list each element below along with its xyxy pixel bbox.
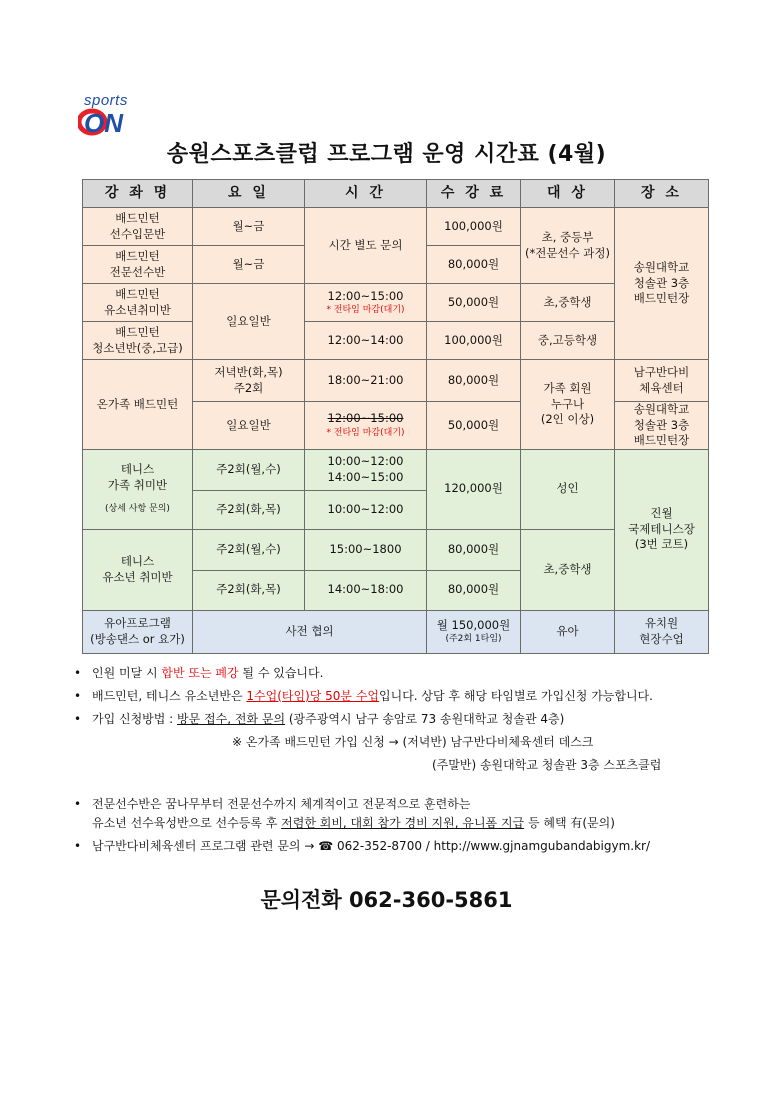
note-text: 등 혜택 有(문의) [524, 816, 615, 830]
course-name: 배드민턴 청소년반(중,고급) [83, 322, 193, 360]
course-time: 15:00~1800 [305, 529, 427, 570]
course-day: 월~금 [193, 208, 305, 246]
course-name: 온가족 배드민턴 [83, 360, 193, 450]
course-fee: 100,000원 [427, 208, 521, 246]
note-text: 배드민턴, 테니스 유소년반은 [92, 689, 247, 703]
course-time-cell [305, 402, 427, 450]
note-text: 유소년 선수육성반으로 선수등록 후 [92, 816, 282, 830]
course-fee: 80,000원 [427, 570, 521, 610]
note-sub [74, 812, 714, 835]
note-text: 가입 신청방법 : [92, 712, 178, 726]
course-day: 주2회(월,수) [193, 529, 305, 570]
closed-note: * 전타임 마감(대기) [326, 305, 405, 316]
course-time: 18:00~21:00 [305, 360, 427, 402]
course-target: 초,중학생 [521, 284, 615, 322]
note-text: 전문선수반은 꿈나무부터 전문선수까지 체계적이고 전문적으로 훈련하는 [92, 797, 471, 811]
bullet: • [74, 666, 82, 680]
course-target: 가족 회원 누구나 (2인 이상) [521, 360, 615, 450]
contact-phone: 문의전화 062-360-5861 [260, 888, 513, 912]
course-target: 유아 [521, 610, 615, 653]
course-time: 12:00~15:00 [327, 411, 404, 426]
note-sub: (주말반) 송원대학교 청솔관 3층 스포츠클럽 [432, 758, 662, 772]
course-name: 배드민턴 전문선수반 [83, 246, 193, 284]
course-name: 유아프로그램 (방송댄스 or 요가) [83, 610, 193, 653]
course-target: 성인 [521, 449, 615, 529]
course-day: 월~금 [193, 246, 305, 284]
course-name: 배드민턴 유소년취미반 [83, 284, 193, 322]
course-place: 송원대학교 청솔관 3층 배드민턴장 [615, 208, 709, 360]
table-row [83, 449, 709, 490]
note-item [74, 708, 714, 731]
course-name: 배드민턴 선수입문반 [83, 208, 193, 246]
note-item [74, 662, 714, 685]
course-fee: 80,000원 [427, 360, 521, 402]
table-row [83, 208, 709, 246]
logo-on-mark [78, 108, 148, 136]
website-link[interactable]: http://www.gjnamgubandabigym.kr/ [433, 839, 651, 853]
course-place: 진월 국제테니스장 (3번 코트) [615, 449, 709, 610]
logo-sports-text: sports [84, 92, 128, 109]
note-text: 인원 미달 시 [92, 666, 162, 680]
header-target: 대 상 [521, 180, 615, 208]
note-sub: ※ 온가족 배드민턴 가입 신청 → (저녁반) 남구반다비체육센터 데스크 [232, 735, 594, 749]
schedule-table [82, 179, 709, 654]
note-highlight: 합반 또는 폐강 [161, 666, 239, 680]
course-day: 주2회(월,수) [193, 449, 305, 490]
note-text: (광주광역시 남구 송암로 73 송원대학교 청솔관 4층) [285, 712, 565, 726]
course-target: 초, 중등부 (*전문선수 과정) [521, 208, 615, 284]
bullet: • [74, 797, 82, 811]
table-row [83, 360, 709, 402]
course-target: 초,중학생 [521, 529, 615, 610]
course-target: 중,고등학생 [521, 322, 615, 360]
header-row [83, 180, 709, 208]
note-text: 입니다. 상담 후 해당 타임별로 가입신청 가능합니다. [379, 689, 653, 703]
course-time: 10:00~12:00 [305, 490, 427, 529]
notes-section [74, 662, 714, 858]
note-item [74, 685, 714, 708]
course-time: 12:00~14:00 [305, 322, 427, 360]
note-highlight: 1수업(타임)당 50분 수업 [246, 689, 380, 703]
note-text: 될 수 있습니다. [238, 666, 324, 680]
course-day: 주2회(화,목) [193, 490, 305, 529]
course-name-note: (상세 사항 문의) [105, 504, 170, 515]
course-place: 유치원 현장수업 [615, 610, 709, 653]
course-fee: 120,000원 [427, 449, 521, 529]
course-day: 주2회(화,목) [193, 570, 305, 610]
course-fee: 80,000원 [427, 529, 521, 570]
page-title: 송원스포츠클럽 프로그램 운영 시간표 (4월) [166, 142, 607, 167]
sports-on-logo [78, 92, 158, 138]
course-fee-note: (주2회 1타임) [445, 634, 502, 645]
course-name-cell [83, 449, 193, 529]
course-fee-cell [427, 610, 521, 653]
course-day: 일요일반 [193, 402, 305, 450]
course-time: 사전 협의 [193, 610, 427, 653]
note-item [74, 835, 714, 858]
course-fee: 100,000원 [427, 322, 521, 360]
note-text: 남구반다비체육센터 프로그램 관련 문의 → ☎ 062-352-8700 / [92, 839, 434, 853]
course-time: 시간 별도 문의 [305, 208, 427, 284]
header-place: 장 소 [615, 180, 709, 208]
course-place: 송원대학교 청솔관 3층 배드민턴장 [615, 402, 709, 450]
closed-note: * 전타임 마감(대기) [326, 427, 405, 438]
header-course: 강 좌 명 [83, 180, 193, 208]
course-time-cell [305, 284, 427, 322]
course-name: 테니스 유소년 취미반 [83, 529, 193, 610]
bullet: • [74, 839, 82, 853]
header-time: 시 간 [305, 180, 427, 208]
course-fee: 50,000원 [427, 284, 521, 322]
note-underline: 방문 접수, 전화 문의 [177, 712, 286, 726]
table-row [83, 610, 709, 653]
bullet: • [74, 689, 82, 703]
course-day: 저녁반(화,목) 주2회 [193, 360, 305, 402]
note-underline: 저렴한 회비, 대회 참가 경비 지원, 유니폼 지급 [281, 816, 525, 830]
logo-on-text: ON [84, 108, 123, 136]
course-fee: 50,000원 [427, 402, 521, 450]
bullet: • [74, 712, 82, 726]
course-time: 10:00~12:00 14:00~15:00 [305, 449, 427, 490]
course-time: 14:00~18:00 [305, 570, 427, 610]
course-day: 일요일반 [193, 284, 305, 360]
course-place: 남구반다비 체육센터 [615, 360, 709, 402]
course-name: 테니스 가족 취미반 [107, 462, 168, 492]
course-fee: 월 150,000원 [436, 617, 511, 632]
header-day: 요 일 [193, 180, 305, 208]
course-fee: 80,000원 [427, 246, 521, 284]
header-fee: 수 강 료 [427, 180, 521, 208]
course-time: 12:00~15:00 [327, 288, 404, 303]
